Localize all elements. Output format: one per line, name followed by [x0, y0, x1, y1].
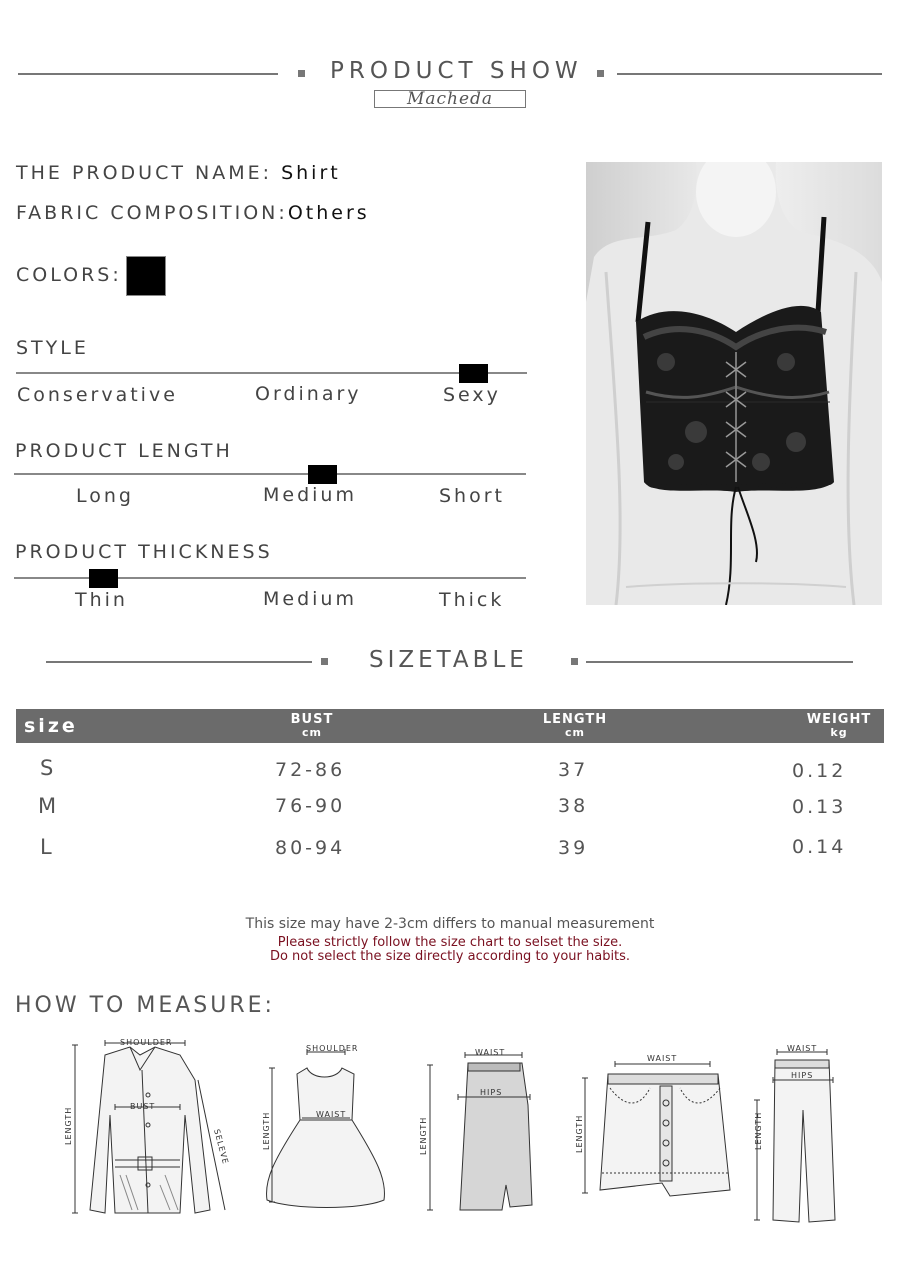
header-length [540, 713, 610, 739]
shorts-waist-label: WAIST [647, 1054, 678, 1063]
page-title: PRODUCT SHOW [330, 58, 583, 84]
jacket-sleeve-label: SELEVE [212, 1128, 231, 1166]
dress-measure-figure [262, 1040, 392, 1210]
header-weight-label: WEIGHT [806, 712, 872, 727]
style-title: STYLE [16, 337, 89, 359]
note-no-habit: Do not select the size directly according to your habits. [269, 949, 631, 964]
header-dot-left [298, 70, 305, 77]
row-m-bust: 76-90 [275, 795, 346, 817]
row-s-length: 37 [558, 759, 589, 781]
product-photo [586, 162, 882, 605]
row-m-weight: 0.13 [792, 796, 847, 818]
thickness-option-thick: Thick [439, 589, 505, 611]
thickness-marker [89, 569, 118, 588]
length-option-medium: Medium [263, 484, 357, 506]
skirt-measure-figure [410, 1045, 540, 1215]
header-rule-right [617, 73, 882, 75]
jacket-shoulder-label: SHOULDER [120, 1038, 173, 1047]
trousers-waist-label: WAIST [787, 1044, 818, 1053]
length-title: PRODUCT LENGTH [15, 440, 233, 462]
header-rule-left [18, 73, 278, 75]
header-bust [282, 713, 342, 739]
dress-length-label: LENGTH [262, 1111, 271, 1150]
note-measurement: This size may have 2-3cm differs to manual measurement [245, 916, 655, 932]
mannequin-with-lace-top [586, 162, 882, 605]
product-name-value: Shirt [281, 162, 341, 184]
trousers-length-label: LENGTH [754, 1111, 763, 1150]
skirt-waist-label: WAIST [475, 1048, 506, 1057]
skirt-length-label: LENGTH [419, 1116, 428, 1155]
trousers-hips-label: HIPS [791, 1071, 814, 1080]
jacket-measure-figure [60, 1035, 240, 1220]
row-s-weight: 0.12 [792, 760, 847, 782]
thickness-option-thin: Thin [75, 589, 128, 611]
jacket-bust-label: BUST [130, 1102, 156, 1111]
header-bust-unit: cm [302, 726, 322, 739]
sizetable-header-row [16, 709, 884, 743]
trousers-measure-figure [745, 1040, 845, 1225]
note-follow-chart: Please strictly follow the size chart to selset the size. [277, 935, 623, 950]
sizetable-dot-left [321, 658, 328, 665]
thickness-title: PRODUCT THICKNESS [15, 541, 273, 563]
fabric-label: FABRIC COMPOSITION: [16, 202, 288, 224]
row-l-weight: 0.14 [792, 836, 847, 858]
product-name-row [16, 162, 341, 184]
dress-waist-label: WAIST [316, 1110, 347, 1119]
dress-shoulder-label: SHOULDER [306, 1044, 359, 1053]
fabric-row [16, 202, 370, 224]
row-m-length: 38 [558, 795, 589, 817]
header-weight [804, 713, 874, 739]
sizetable-rule-left [46, 661, 312, 663]
product-name-label: THE PRODUCT NAME: [16, 162, 282, 184]
header-dot-right [597, 70, 604, 77]
header-length-unit: cm [565, 726, 585, 739]
row-l-length: 39 [558, 837, 589, 859]
row-m-size: M [38, 794, 60, 818]
length-option-short: Short [439, 485, 505, 507]
style-marker [459, 364, 488, 383]
how-to-measure-title: HOW TO MEASURE: [15, 993, 275, 1018]
style-option-conservative: Conservative [17, 384, 178, 406]
style-option-sexy: Sexy [443, 384, 501, 406]
shorts-measure-figure [570, 1048, 740, 1203]
thickness-option-medium: Medium [263, 588, 357, 610]
length-marker [308, 465, 337, 484]
sizetable-title: SIZETABLE [369, 647, 528, 673]
skirt-hips-label: HIPS [480, 1088, 503, 1097]
brand-name: Macheda [374, 90, 526, 108]
shorts-length-label: LENGTH [575, 1114, 584, 1153]
row-l-bust: 80-94 [275, 837, 346, 859]
header-bust-label: BUST [290, 712, 334, 727]
sizetable-rule-right [586, 661, 853, 663]
jacket-length-label: LENGTH [64, 1106, 73, 1145]
colors-label: COLORS: [16, 264, 122, 286]
row-s-size: S [40, 756, 57, 780]
style-option-ordinary: Ordinary [255, 383, 362, 405]
header-size: size [24, 715, 78, 737]
length-option-long: Long [76, 485, 134, 507]
fabric-value: Others [287, 202, 370, 224]
header-weight-unit: kg [830, 726, 848, 739]
style-scale [16, 372, 527, 374]
length-scale [14, 473, 526, 475]
color-swatch-black [126, 256, 166, 296]
sizetable-dot-right [571, 658, 578, 665]
row-s-bust: 72-86 [275, 759, 346, 781]
row-l-size: L [40, 835, 55, 859]
header-length-label: LENGTH [542, 712, 608, 727]
